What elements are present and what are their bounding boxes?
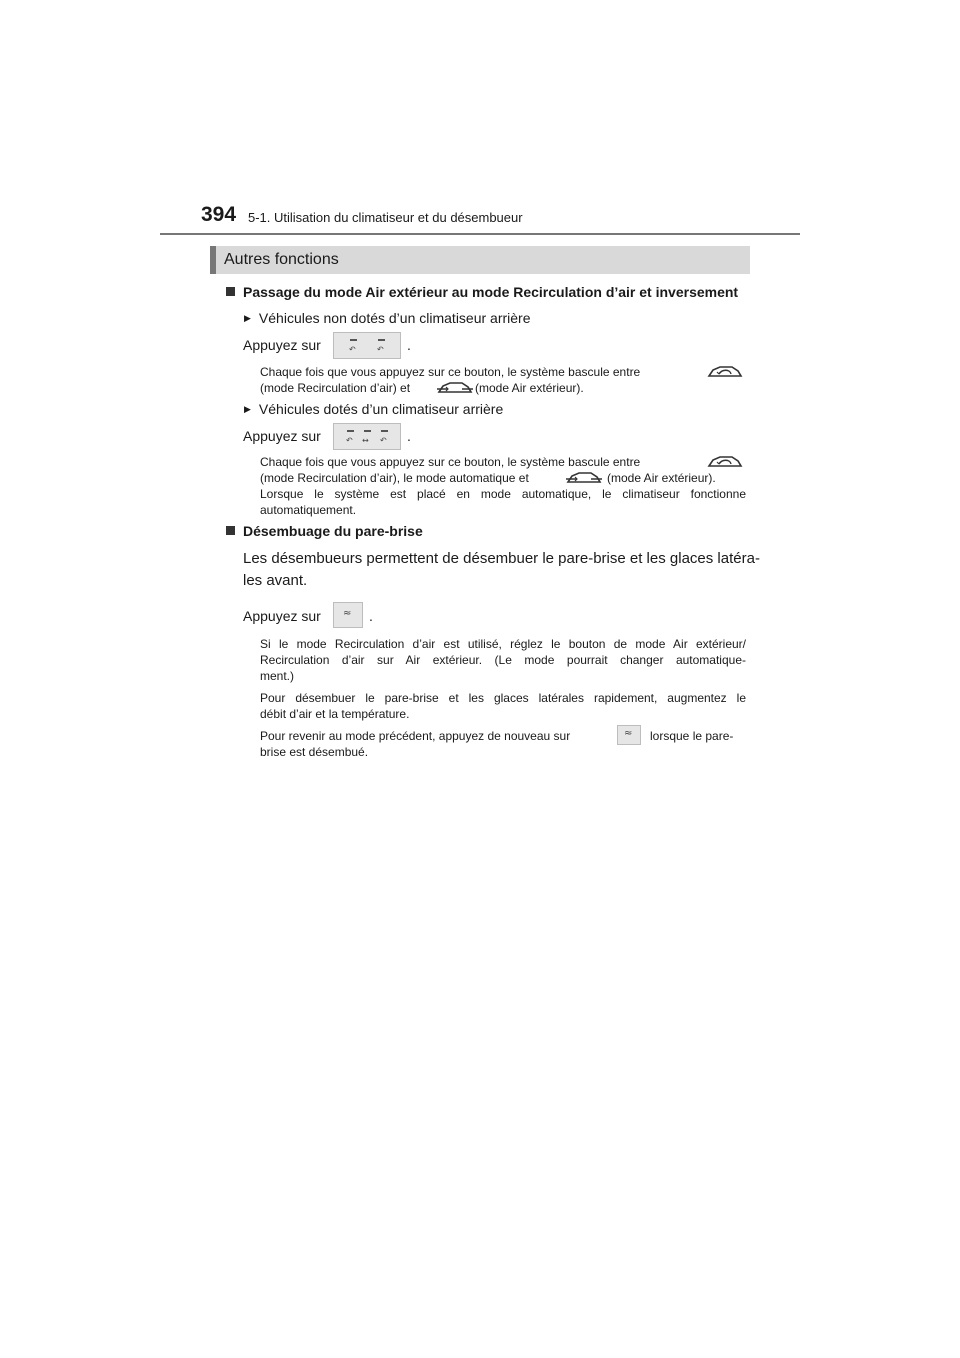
note-line: Chaque fois que vous appuyez sur ce bouton, le système bascule entre (260, 455, 641, 469)
note-line: (mode Recirculation d’air), le mode automatique et (260, 471, 529, 485)
recirculation-icon: ↶ (346, 436, 353, 445)
section-heading-bar (210, 246, 750, 274)
note-line: (mode Air extérieur). (475, 381, 584, 395)
case-label-text: Véhicules non dotés d’un climatiseur arrière (258, 310, 531, 326)
section-bar-accent (210, 246, 216, 274)
press-instruction-prefix: Appuyez sur (243, 337, 321, 353)
topic-heading-defog (226, 523, 423, 539)
note-line: Si le mode Recirculation d’air est utilisé, réglez le bouton de mode Air extérieur/ (260, 637, 746, 651)
square-bullet-icon (226, 526, 235, 535)
note-line: (mode Recirculation d’air) et (260, 381, 411, 395)
triangle-bullet-icon: ▶ (244, 313, 251, 323)
note-line: Pour désembuer le pare-brise et les glaces latérales rapidement, augmentez le (260, 691, 746, 705)
section-title: Autres fonctions (224, 251, 339, 268)
air-intake-button[interactable] (333, 332, 401, 359)
topic-heading-air-mode (226, 284, 738, 300)
button-indicator (350, 339, 357, 341)
car-fresh-air-icon (565, 468, 603, 488)
auto-mode-icon: ↔ (362, 436, 369, 445)
note-line: Lorsque le système est placé en mode automatique, le climatiseur fonctionne (260, 487, 746, 501)
button-indicator (378, 339, 385, 341)
car-recirculation-icon (706, 452, 744, 472)
windshield-defrost-icon: ≈ (343, 608, 352, 619)
topic-heading-text: Passage du mode Air extérieur au mode Recirculation d’air et inversement (243, 284, 739, 300)
note-line: lorsque le pare- (650, 729, 734, 743)
body-line: Les désembueurs permettent de désembuer le pare-brise et les glaces latéra- (243, 550, 760, 567)
press-instruction-prefix: Appuyez sur (243, 428, 321, 444)
button-indicator (364, 430, 371, 432)
recirculation-icon: ↶ (349, 345, 356, 354)
press-instruction-suffix: . (407, 337, 411, 353)
car-recirculation-icon (706, 362, 744, 382)
note-line: automatiquement. (260, 503, 357, 517)
note-line: ment.) (260, 669, 295, 683)
note-line: Recirculation d’air sur Air extérieur. (Le mode pourrait changer automatique- (260, 653, 746, 667)
windshield-defrost-icon: ≈ (624, 728, 633, 739)
car-fresh-air-icon (436, 378, 474, 398)
windshield-defroster-button[interactable] (333, 602, 363, 628)
button-indicator (381, 430, 388, 432)
air-intake-button-3-mode[interactable] (333, 423, 401, 450)
case-label-text: Véhicules dotés d’un climatiseur arrière (258, 401, 504, 417)
header-rule (160, 233, 800, 235)
case-label-rear-ac (244, 401, 503, 417)
fresh-air-icon: ↶ (380, 436, 387, 445)
fresh-air-icon: ↶ (377, 345, 384, 354)
topic-heading-text: Désembuage du pare-brise (243, 523, 423, 539)
note-line: Pour revenir au mode précédent, appuyez de nouveau sur (260, 729, 571, 743)
windshield-defroster-button[interactable] (617, 725, 641, 745)
square-bullet-icon (226, 287, 235, 296)
note-line: brise est désembué. (260, 745, 369, 759)
note-line: Chaque fois que vous appuyez sur ce bouton, le système bascule entre (260, 365, 641, 379)
body-line: les avant. (243, 572, 308, 589)
note-line: débit d’air et la température. (260, 707, 410, 721)
button-indicator (347, 430, 354, 432)
page-number: 394 (201, 203, 237, 226)
note-line: (mode Air extérieur). (607, 471, 716, 485)
press-instruction-prefix: Appuyez sur (243, 608, 321, 624)
chapter-title: 5-1. Utilisation du climatiseur et du désembueur (248, 210, 523, 225)
triangle-bullet-icon: ▶ (244, 404, 251, 414)
press-instruction-suffix: . (407, 428, 411, 444)
press-instruction-suffix: . (369, 608, 373, 624)
case-label-no-rear-ac (244, 310, 531, 326)
